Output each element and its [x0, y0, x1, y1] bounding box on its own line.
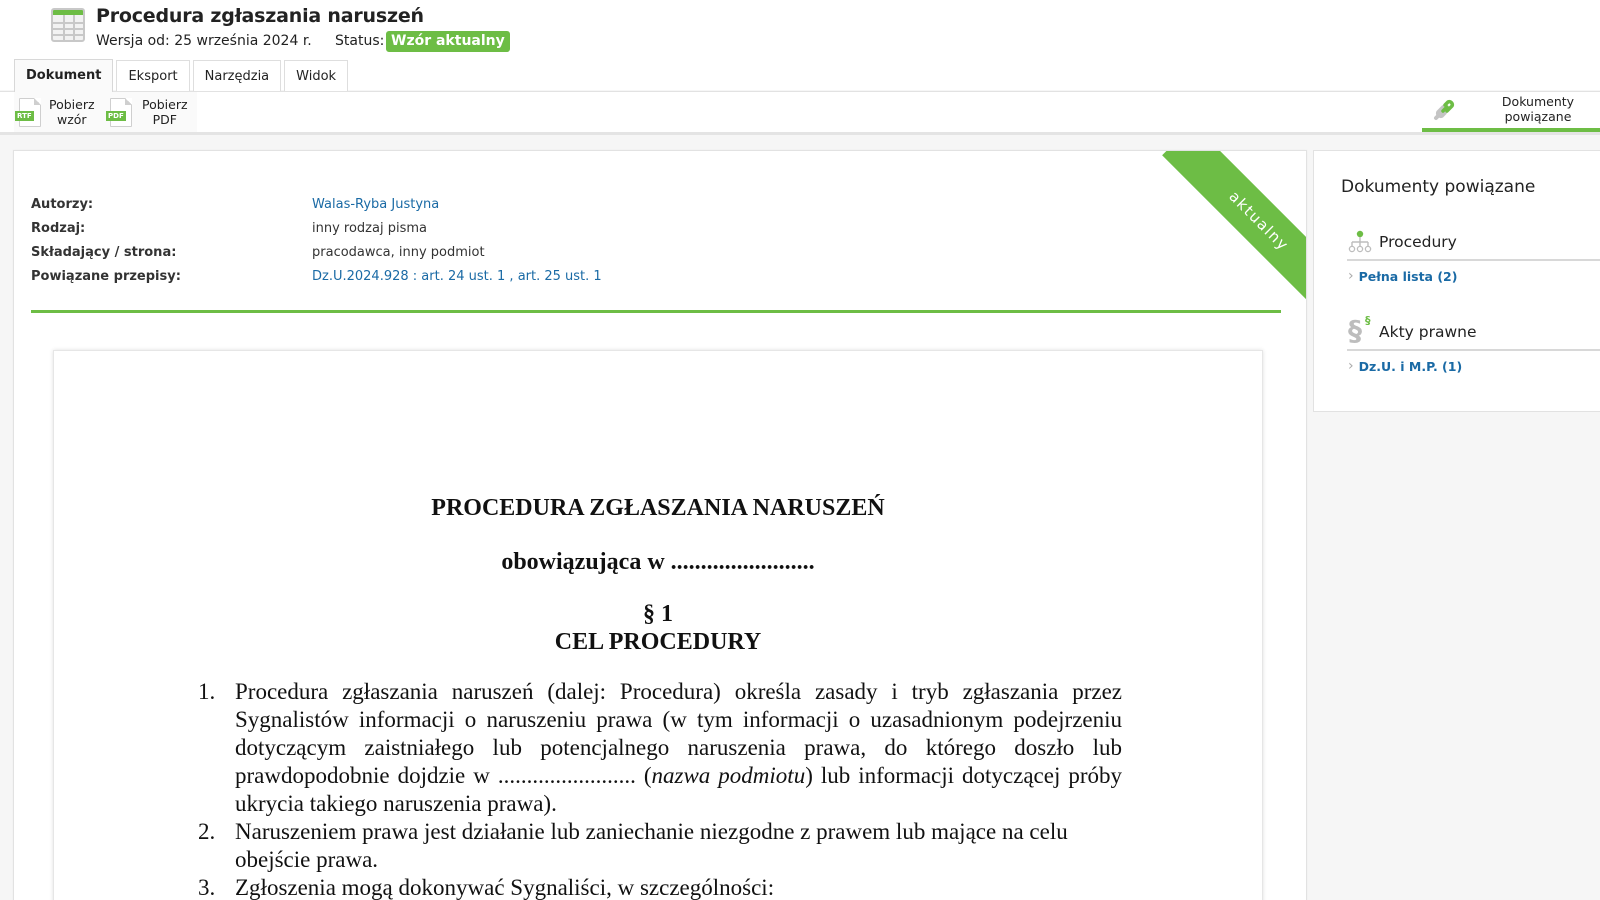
- download-pdf-button[interactable]: [106, 95, 188, 129]
- status-ribbon: aktualny: [1162, 151, 1306, 301]
- tab-widok[interactable]: Widok: [284, 60, 348, 91]
- document-panel: [13, 150, 1307, 900]
- document-metadata: [31, 192, 831, 288]
- journal-of-laws-link[interactable]: › Dz.U. i M.P. (1): [1348, 358, 1463, 374]
- meta-row-regulations: Powiązane przepisy: Dz.U.2024.928 : art. 24 ust. 1 , art. 25 ust. 1: [31, 268, 602, 284]
- list-item: 3. Zgłoszenia mogą dokonywać Sygnaliści, w szczególności:: [198, 875, 775, 900]
- submitting-party: pracodawca, inny podmiot: [312, 244, 485, 260]
- download-pdf-label-2: PDF: [152, 112, 177, 127]
- related-docs-label-1: Dokumenty: [1501, 94, 1575, 109]
- meta-row-authors: Autorzy: Walas-Ryba Justyna: [31, 196, 440, 212]
- section-divider: [31, 310, 1281, 313]
- download-pdf-label-1: Pobierz: [142, 97, 188, 112]
- section-title: CEL PROCEDURY: [554, 629, 762, 655]
- related-section-procedures: [1347, 225, 1600, 291]
- page-title: Procedura zgłaszania naruszeń: [96, 5, 424, 27]
- section-name: Procedury: [1379, 233, 1457, 251]
- status-label: Status:: [335, 33, 385, 49]
- meta-row-type: Rodzaj: inny rodzaj pisma: [31, 220, 427, 236]
- download-template-button[interactable]: [15, 95, 95, 129]
- toolbar: [0, 92, 1600, 135]
- paragraph-icon: § §: [1348, 314, 1371, 347]
- related-section-legal-acts: [1347, 315, 1600, 381]
- document-page: [53, 350, 1263, 900]
- related-panel-title: Dokumenty powiązane: [1341, 177, 1536, 197]
- org-tree-icon: [1347, 229, 1373, 255]
- status-badge: Wzór aktualny: [386, 31, 510, 52]
- document-subheading: obowiązująca w ........................: [501, 549, 815, 575]
- list-item: 2. Naruszeniem prawa jest działanie lub zaniechanie niezgodne z prawem lub mające na celu obejście prawa.: [198, 819, 1068, 872]
- meta-row-party: Składający / strona: pracodawca, inny podmiot: [31, 244, 485, 260]
- regulation-link-2[interactable]: art. 25 ust. 1: [517, 268, 602, 284]
- section-number: § 1: [643, 601, 673, 627]
- tab-bar: [14, 59, 351, 91]
- document-heading: PROCEDURA ZGŁASZANIA NARUSZEŃ: [431, 495, 885, 521]
- document-list: [198, 678, 1122, 900]
- related-documents-button[interactable]: [1422, 92, 1600, 132]
- download-template-label-2: wzór: [56, 112, 87, 127]
- chevron-right-icon: ›: [1348, 358, 1354, 374]
- tab-dokument[interactable]: Dokument: [14, 59, 113, 92]
- tab-eksport[interactable]: Eksport: [116, 60, 189, 91]
- author-link[interactable]: Walas-Ryba Justyna: [312, 196, 440, 212]
- pdf-file-icon: PDF: [106, 98, 132, 127]
- chevron-right-icon: ›: [1348, 268, 1354, 284]
- link-icon: [1432, 96, 1458, 122]
- download-template-label-1: Pobierz: [49, 97, 95, 112]
- document-type: inny rodzaj pisma: [312, 220, 427, 236]
- full-list-link[interactable]: › Pełna lista (2): [1348, 268, 1458, 284]
- rtf-file-icon: RTF: [15, 98, 41, 127]
- tab-narzedzia[interactable]: Narzędzia: [193, 60, 282, 91]
- version-date: Wersja od: 25 września 2024 r.: [96, 33, 312, 49]
- section-name: Akty prawne: [1379, 323, 1477, 341]
- list-item: 1. Procedura zgłaszania naruszeń (dalej: Procedura) określa zasady i tryb zgłaszania przez Sygnalistów informacji o naruszeniu prawa (w tym informacji o uzasadnionym podejrzeniu dotyczącym zaistniałego lub potencjalnego naruszenia prawa, do którego doszło lub prawdopodobnie dojdzie w ........................ (nazwa podmiotu) lub informacji dotyczącej próby ukrycia takiego naruszenia prawa).: [198, 679, 1123, 816]
- spreadsheet-icon: [51, 8, 85, 42]
- regulation-link-1[interactable]: Dz.U.2024.928 : art. 24 ust. 1: [312, 268, 506, 284]
- page-header: [0, 0, 1600, 90]
- related-docs-label-2: powiązane: [1504, 109, 1572, 124]
- related-documents-panel: [1313, 150, 1600, 412]
